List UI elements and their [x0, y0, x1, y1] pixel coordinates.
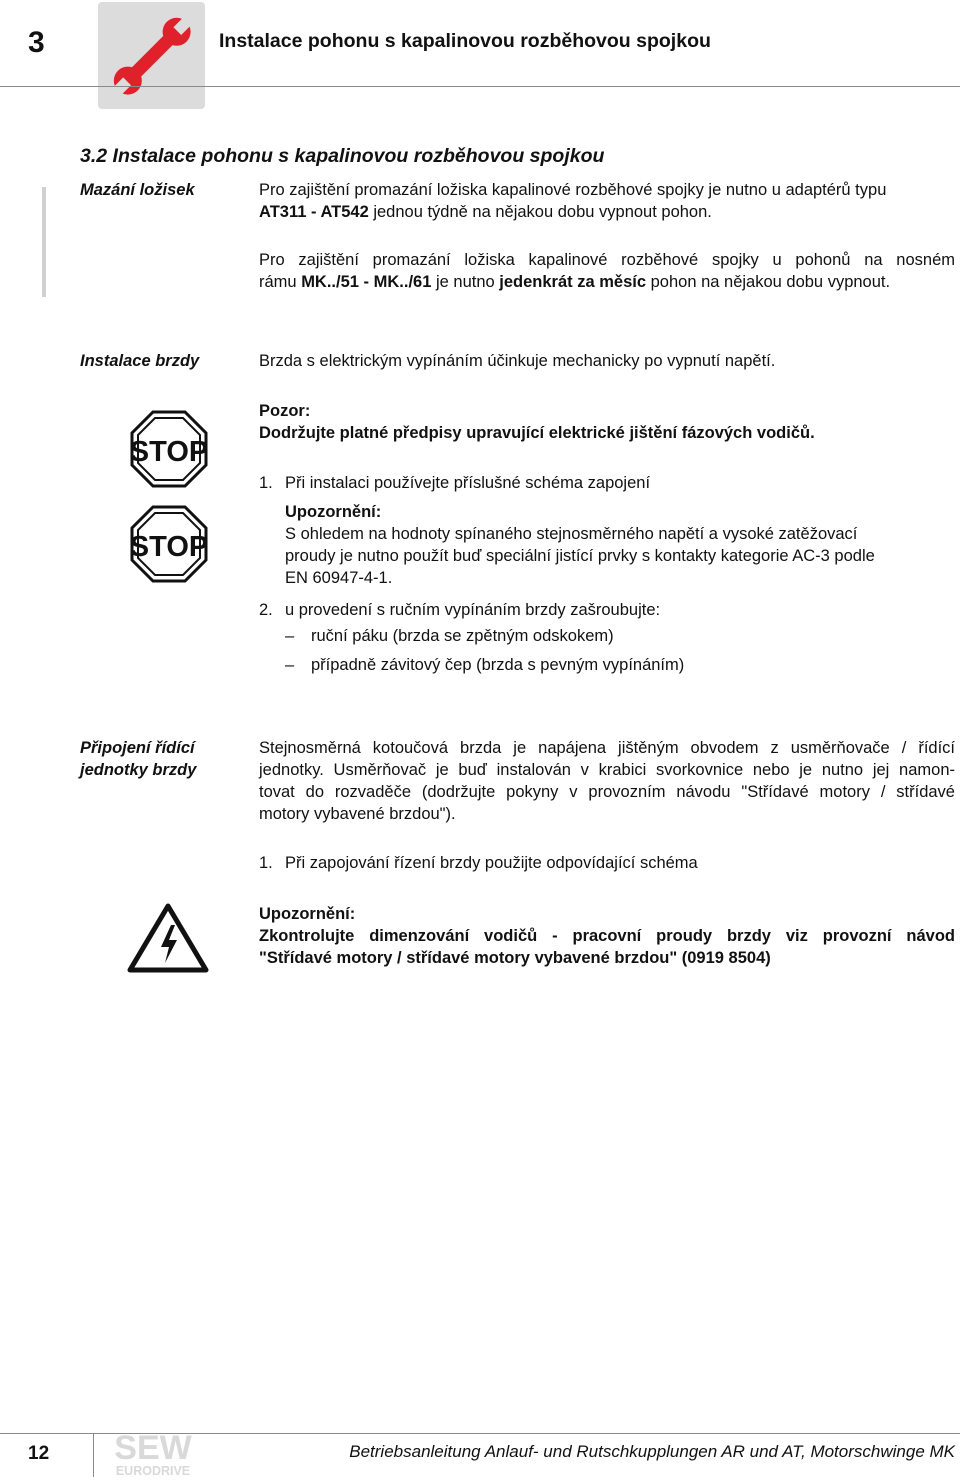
text-line — [259, 201, 955, 223]
bold-text: jedenkrát za měsíc — [499, 273, 647, 291]
text-line: Pro zajištění promazání ložiska kapalinové rozběhové spojky u pohonů na nosném — [259, 251, 955, 269]
text-line: Stejnosměrná kotoučová brzda je napájena jištěným obvodem z usměrňovače / řídící — [259, 739, 955, 757]
step-text: Při zapojování řízení brzdy použijte odpovídající schéma — [285, 854, 698, 872]
list-item-text: případně závitový čep (brzda s pevným vypínáním) — [311, 656, 685, 674]
brake-intro: Brzda s elektrickým vypínáním účinkuje mechanicky po vypnutí napětí. — [259, 352, 776, 370]
bold-text: AT311 - AT542 — [259, 203, 369, 221]
step-text: Při instalaci používejte příslušné schéma zapojení — [285, 474, 651, 492]
sew-eurodrive-logo — [100, 1429, 206, 1477]
text-line: proudy je nutno použít buď speciální jistící prvky s kontakty kategorie AC-3 podle — [285, 547, 875, 565]
brake-step-2 — [259, 599, 955, 621]
dash-bullet: – — [285, 656, 295, 674]
logo-top: SEW — [114, 1429, 192, 1467]
text-line: Zkontrolujte dimenzování vodičů - pracovní proudy brzdy viz provozní návod — [259, 927, 955, 945]
brake-label: Instalace brzdy — [80, 352, 200, 370]
text-line — [259, 271, 955, 293]
list-item — [285, 625, 614, 647]
step-number: 1. — [259, 854, 273, 872]
text-line: motory vybavené brzdou"). — [259, 805, 456, 823]
note-title: Upozornění: — [285, 503, 382, 521]
control-paragraph — [259, 737, 955, 825]
step-text: u provedení s ručním vypínáním brzdy zašroubujte: — [285, 601, 661, 619]
brake-step-1 — [259, 472, 955, 494]
logo-bottom: EURODRIVE — [115, 1464, 191, 1477]
text-line: EN 60947-4-1. — [285, 569, 393, 587]
text-span: je nutno — [431, 273, 500, 291]
note-title: Upozornění: — [259, 905, 356, 923]
brake-note — [285, 501, 955, 589]
section-title: 3.2 Instalace pohonu s kapalinovou rozběhovou spojkou — [80, 145, 605, 167]
text-line: jednotky. Usměrňovač je buď instalován v krabici svorkovnice nebo je nutno jej namon- — [259, 761, 955, 779]
text-line: S ohledem na hodnoty spínaného stejnosměrného napětí a vysoké zatěžovací — [285, 525, 858, 543]
wrench-icon — [98, 2, 205, 109]
control-label — [80, 737, 196, 781]
stop-sign-icon — [130, 410, 208, 493]
footer-divider — [93, 1433, 94, 1477]
text-span: rámu — [259, 273, 302, 291]
bold-text: MK../51 - MK../61 — [301, 273, 432, 291]
lubrication-label: Mazání ložisek — [80, 181, 195, 199]
lubrication-paragraph-2 — [259, 249, 955, 293]
chapter-title: Instalace pohonu s kapalinovou rozběhovou spojkou — [219, 30, 711, 52]
step-number: 2. — [259, 601, 273, 619]
text-span: pohon na nějakou dobu vypnout. — [646, 273, 891, 291]
label-line: Připojení řídící — [80, 739, 195, 757]
list-item-text: ruční páku (brzda se zpětným odskokem) — [311, 627, 614, 645]
text-line: Pro zajištění promazání ložiska kapalinové rozběhové spojky je nutno u adaptérů typu — [259, 181, 887, 199]
wrench-icon-box — [98, 2, 205, 109]
caution-text: Dodržujte platné předpisy upravující elektrické jištění fázových vodičů. — [259, 424, 815, 442]
lubrication-paragraph-1 — [259, 179, 955, 223]
change-bar — [42, 187, 46, 297]
list-item — [285, 654, 684, 676]
footer-text: Betriebsanleitung Anlauf- und Rutschkupplungen AR und AT, Motorschwinge MK — [349, 1442, 955, 1461]
caution-block — [259, 400, 955, 444]
text-line: "Střídavé motory / střídavé motory vybavené brzdou" (0919 8504) — [259, 949, 771, 967]
control-note — [259, 903, 955, 969]
control-step-1 — [259, 852, 955, 874]
chapter-number: 3 — [28, 26, 45, 59]
stop-sign-icon — [130, 505, 208, 588]
stop-label: STOP — [130, 436, 208, 468]
step-number: 1. — [259, 474, 273, 492]
stop-label: STOP — [130, 531, 208, 563]
caution-title: Pozor: — [259, 402, 311, 420]
text-span: jednou týdně na nějakou dobu vypnout pohon. — [368, 203, 712, 221]
dash-bullet: – — [285, 627, 295, 645]
page-number: 12 — [28, 1443, 50, 1464]
text-line: tovat do rozvaděče (dodržujte pokyny v provozním návodu "Střídavé motory / střídavé — [259, 783, 955, 801]
label-line: jednotky brzdy — [80, 761, 197, 779]
header-rule — [0, 86, 960, 87]
high-voltage-warning-icon — [127, 903, 209, 978]
